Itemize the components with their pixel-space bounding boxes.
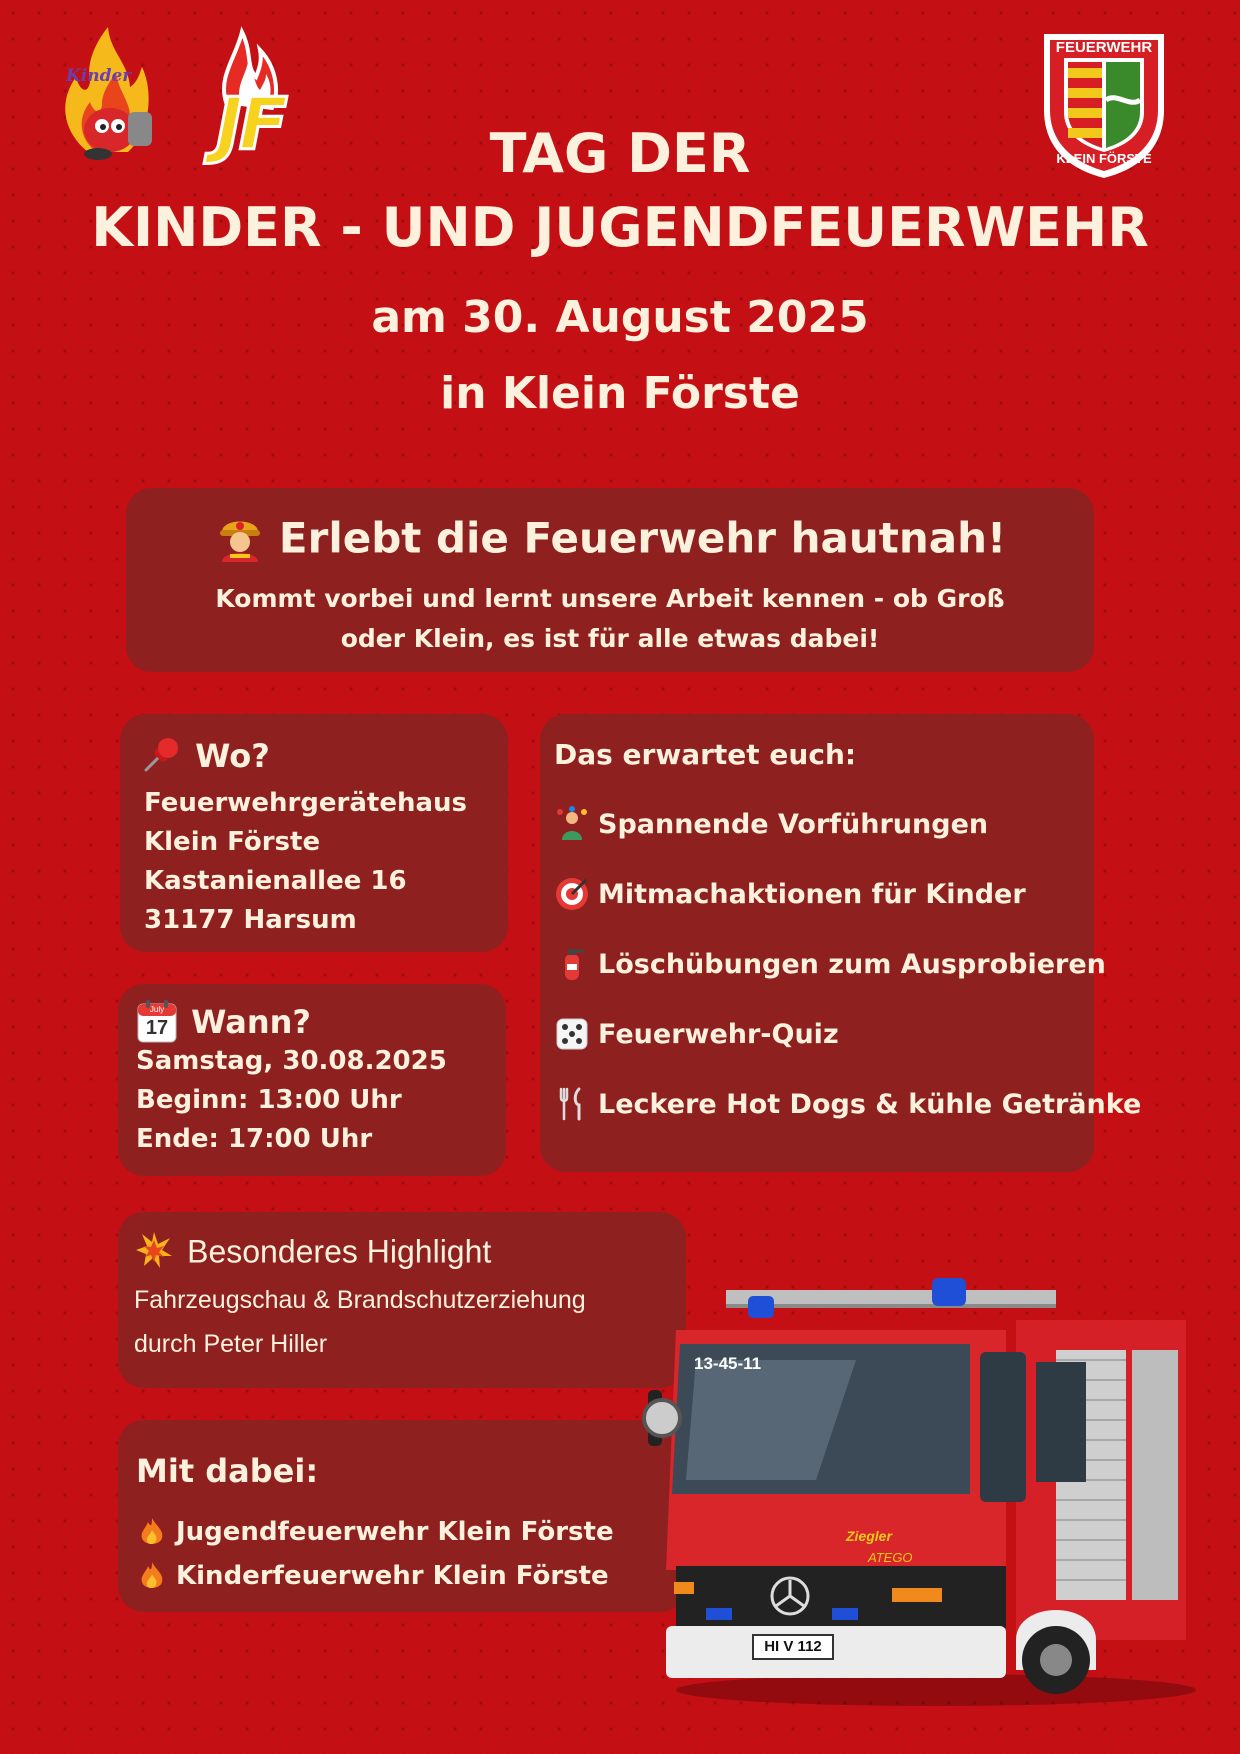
extinguisher-icon <box>554 946 590 982</box>
crest-bottom-text: KLEIN FÖRSTE <box>1056 151 1152 166</box>
where-line: Kastanienallee 16 <box>144 866 407 896</box>
when-line: Ende: 17:00 Uhr <box>136 1124 373 1154</box>
headline-tag-der: TAG DER <box>489 122 751 185</box>
dice-icon <box>554 1016 590 1052</box>
intro-card <box>126 488 1094 672</box>
truck-brand: Ziegler <box>846 1528 892 1544</box>
firefighter-icon <box>214 510 266 566</box>
participant-item <box>136 1556 614 1596</box>
intro-title: Erlebt die Feuerwehr hautnah! <box>278 513 1007 563</box>
target-icon <box>554 876 590 912</box>
intro-text-line2: oder Klein, es ist für alle etwas dabei! <box>340 624 880 653</box>
expect-card <box>540 714 1142 1172</box>
when-card <box>118 984 506 1176</box>
explosion-icon <box>134 1230 174 1274</box>
expect-item <box>554 804 1141 844</box>
license-plate: HI V 112 <box>752 1634 834 1660</box>
pushpin-icon <box>142 734 182 778</box>
event-date: am 30. August 2025 <box>371 292 869 343</box>
calendar-day: 17 <box>145 1017 169 1039</box>
expect-title: Das erwartet euch: <box>554 738 857 771</box>
jf-logo-text: JF <box>216 82 284 166</box>
highlight-line1: Fahrzeugschau & Brandschutzerziehung <box>134 1286 586 1314</box>
headline-kinder-jugendfeuerwehr: KINDER - UND JUGENDFEUERWEHR <box>91 196 1149 259</box>
participants-title: Mit dabei: <box>136 1452 319 1490</box>
expect-item <box>554 944 1141 984</box>
event-location: in Klein Förste <box>440 368 800 419</box>
where-line: 31177 Harsum <box>144 905 357 935</box>
expect-item-label: Mitmachaktionen für Kinder <box>598 878 1026 910</box>
expect-item-label: Löschübungen zum Ausprobieren <box>598 948 1106 980</box>
where-line: Feuerwehrgerätehaus <box>144 788 468 818</box>
when-line: Beginn: 13:00 Uhr <box>136 1085 402 1115</box>
crest-top-text: FEUERWEHR <box>1055 39 1153 56</box>
when-line: Samstag, 30.08.2025 <box>136 1046 447 1076</box>
calendar-month: July <box>149 1005 165 1014</box>
fire-icon <box>136 1560 168 1592</box>
expect-item <box>554 1084 1141 1124</box>
highlight-line2: durch Peter Hiller <box>134 1330 328 1358</box>
expect-item <box>554 874 1141 914</box>
where-card <box>120 714 508 952</box>
highlight-card <box>118 1212 686 1388</box>
expect-item-label: Spannende Vorführungen <box>598 808 989 840</box>
expect-item-label: Leckere Hot Dogs & kühle Getränke <box>598 1088 1142 1120</box>
expect-item <box>554 1014 1141 1054</box>
intro-text-line1: Kommt vorbei und lernt unsere Arbeit kennen - ob Groß <box>215 584 1005 613</box>
where-title: Wo? <box>195 737 270 775</box>
kinder-logo-text: Kinder <box>66 66 132 86</box>
fire-icon <box>136 1516 168 1548</box>
truck-model: ATEGO <box>868 1550 913 1565</box>
juggler-icon <box>554 806 590 842</box>
highlight-title: Besonderes Highlight <box>187 1233 492 1270</box>
participant-label: Jugendfeuerwehr Klein Förste <box>176 1517 614 1547</box>
participants-card <box>118 1420 686 1612</box>
participant-item <box>136 1512 614 1552</box>
expect-item-label: Feuerwehr-Quiz <box>598 1018 839 1050</box>
fire-truck-image <box>636 1270 1216 1710</box>
participant-label: Kinderfeuerwehr Klein Förste <box>176 1561 609 1591</box>
truck-number: 13-45-11 <box>694 1354 762 1373</box>
calendar-icon <box>136 1000 178 1044</box>
when-title: Wann? <box>191 1003 311 1041</box>
fork-knife-icon <box>554 1086 590 1122</box>
where-line: Klein Förste <box>144 827 321 857</box>
